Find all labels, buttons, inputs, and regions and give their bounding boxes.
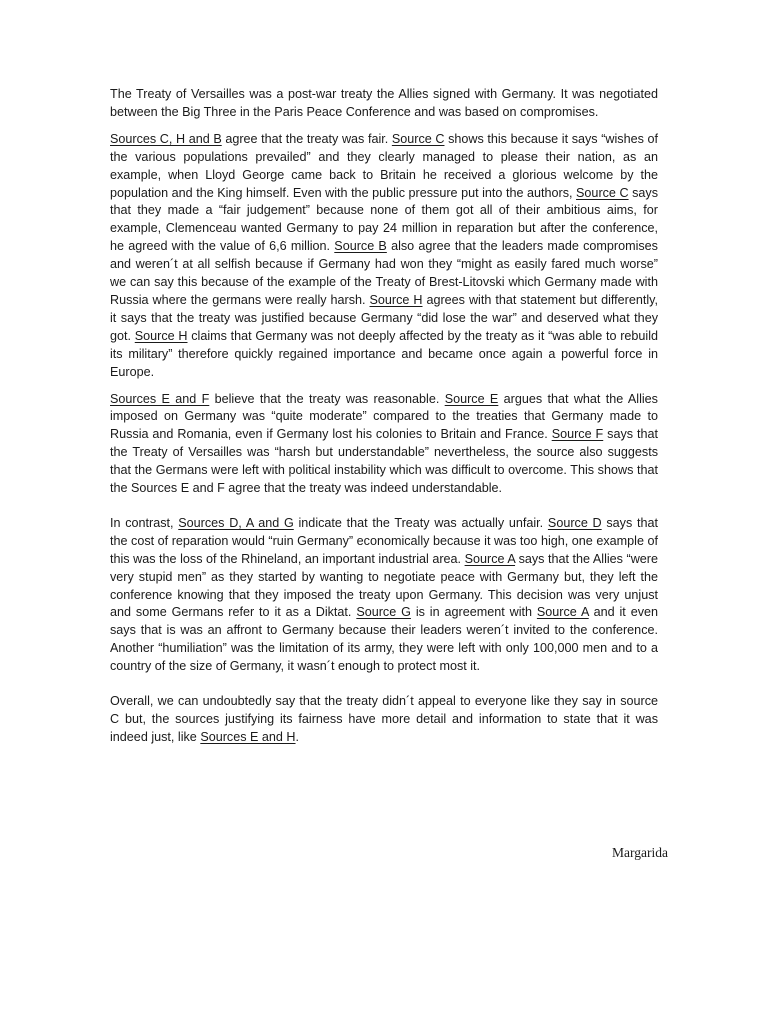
paragraph-text: and it even says that is was an affront to Germany because their leaders weren´t invited to the conference. Another “humiliation” was the limitation of its army, they were left with only 100,000 men and to a country of the size of Germany, it wasn´t enough to protect most it. xyxy=(110,605,658,674)
paragraph-text: Overall, we can undoubtedly say that the treaty didn´t appeal to everyone like they say in source C but, the sources justifying its fairness have more detail and information to state that it was indeed just, like xyxy=(110,694,658,744)
source-reference: Source C xyxy=(576,185,629,200)
source-reference: Source A xyxy=(536,605,589,620)
paragraph-text: believe that the treaty was reasonable. xyxy=(209,391,445,406)
author-signature: Margarida xyxy=(612,845,668,860)
paragraph-text: argues that what the Allies imposed on Germany was “quite moderate” compared to the treaties that Germany made to Russia and Romania, even if Germany lost his colonies to Britain and France. xyxy=(110,391,658,442)
paragraph-text: also agree that the leaders made compromises and weren´t at all selfish because if Germany had won they “might as easily fared much worse” we can say this because of the example of the Treaty of Brest-Litovski which Germany made with Russia where the germans were really harsh. xyxy=(110,239,658,307)
paragraph-fair xyxy=(110,131,658,382)
source-reference: Source B xyxy=(334,239,387,254)
paragraph-text: says that they made a “fair judgement” because none of them got all of their ambitious aims, for example, Clemenceau wanted Germany to pay 24 million in reparation but after the conference, he agreed with the value of 6,6 million. xyxy=(110,185,658,254)
source-reference: Sources C, H and B xyxy=(110,131,222,146)
paragraph-text: claims that Germany was not deeply affected by the treaty as it “was able to rebuild its military” therefore quickly regained importance and became once again a powerful force in Europe. xyxy=(110,328,659,379)
source-reference: Source G xyxy=(356,605,411,620)
paragraph-text: agrees with that statement but differently, it says that the treaty was justified because Germany “did lose the war” and deserved what they got. xyxy=(110,292,658,343)
paragraph-text: says that the Allies “were very stupid men” as they started by wanting to negotiate peace with Germany but, they left the conference knowing that they imposed the treaty upon Germany. This decision was very unjust and some Germans refer to it as a Diktat. xyxy=(110,551,659,620)
paragraph-text: agree that the treaty was fair. xyxy=(221,131,392,146)
source-reference: Source C xyxy=(391,131,445,146)
paragraph-text: The Treaty of Versailles was a post-war treaty the Allies signed with Germany. It was negotiated between the Big Three in the Paris Peace Conference and was based on compromises. xyxy=(110,87,658,119)
source-reference: Sources E and F xyxy=(110,391,210,406)
source-reference: Source F xyxy=(551,427,604,442)
paragraph-intro xyxy=(110,86,658,122)
document-body xyxy=(110,86,658,747)
source-reference: Sources D, A and G xyxy=(178,515,294,530)
source-reference: Source D xyxy=(547,515,602,530)
paragraph-text: In contrast, xyxy=(110,515,179,530)
source-reference: Source A xyxy=(464,551,516,566)
source-reference: Source H xyxy=(134,328,188,343)
source-reference: Sources E and H xyxy=(200,729,296,744)
paragraph-text: shows this because it says “wishes of the various populations prevailed” and they clearly managed to please their nation, as an example, when Lloyd George came back to Britain he received a glorious welcome by the population and the King himself. Even with the public pressure put into the authors, xyxy=(110,131,658,200)
paragraph-text: indicate that the Treaty was actually unfair. xyxy=(293,515,548,530)
paragraph-text: says that the cost of reparation would “ruin Germany” economically because it was too high, one example of this was the loss of the Rhineland, an important industrial area. xyxy=(110,515,659,566)
paragraph-conclusion xyxy=(110,693,658,747)
paragraph-text: . xyxy=(295,729,300,744)
source-reference: Source H xyxy=(369,292,423,307)
paragraph-unfair xyxy=(110,515,658,676)
source-reference: Source E xyxy=(444,391,499,406)
paragraph-text: is in agreement with xyxy=(410,605,537,620)
paragraph-text: says that the Treaty of Versailles was “harsh but understandable” nevertheless, the source also suggests that the Germans were left with political instability which was difficult to overcome. This shows that the Sources E and F agree that the treaty was indeed understandable. xyxy=(110,427,658,496)
paragraph-reasonable xyxy=(110,391,658,498)
